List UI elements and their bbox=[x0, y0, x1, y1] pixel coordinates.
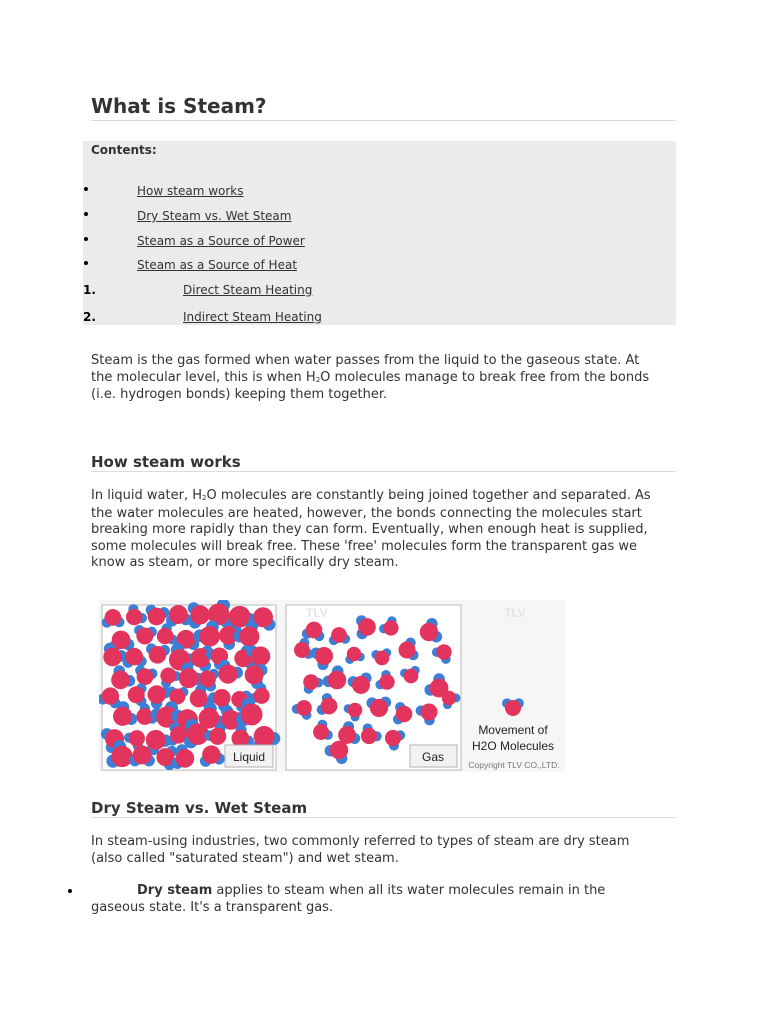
section1-text-part2: O molecules are constantly being joined together and separated. As the water molecules are heated, however, the bonds connecting the molecules start breaking more rapidly than they can form. Eventually, when enough heat is supplied, some molecules will break free. These 'free' molecules form the transparent gas we know as steam, or more specifically dry steam. bbox=[91, 488, 651, 570]
oxygen-atom bbox=[442, 691, 456, 705]
liquid-label: Liquid bbox=[232, 750, 266, 764]
oxygen-atom bbox=[125, 648, 143, 666]
oxygen-atom bbox=[146, 730, 166, 750]
oxygen-atom bbox=[294, 642, 310, 658]
oxygen-atom bbox=[128, 686, 145, 703]
oxygen-atom bbox=[160, 668, 176, 684]
oxygen-atom bbox=[103, 648, 122, 667]
page-title: What is Steam? bbox=[91, 94, 267, 118]
legend-watermark: TLV bbox=[504, 606, 526, 620]
oxygen-atom bbox=[133, 746, 152, 765]
oxygen-atom bbox=[190, 605, 209, 624]
oxygen-atom bbox=[328, 671, 347, 690]
intro-text-part1: Steam is the gas formed when water passes from the liquid to the gaseous state. At the molecular level, this is when H bbox=[91, 353, 640, 385]
gas-label: Gas bbox=[421, 750, 445, 764]
oxygen-atom bbox=[113, 707, 132, 726]
toc-bullet bbox=[84, 212, 88, 216]
toc-item bbox=[0, 184, 700, 202]
toc-bullet bbox=[84, 261, 88, 265]
oxygen-atom bbox=[209, 728, 226, 745]
oxygen-atom bbox=[136, 628, 153, 645]
toc-number: 1. bbox=[83, 283, 96, 297]
title-divider bbox=[91, 120, 676, 121]
oxygen-atom bbox=[505, 700, 521, 716]
oxygen-atom bbox=[321, 698, 338, 715]
legend-line2: H2O Molecules bbox=[471, 739, 555, 753]
oxygen-atom bbox=[169, 605, 188, 624]
oxygen-atom bbox=[202, 745, 220, 763]
oxygen-atom bbox=[347, 647, 361, 661]
dry-steam-term: Dry steam bbox=[137, 883, 213, 898]
oxygen-atom bbox=[404, 669, 419, 684]
oxygen-atom bbox=[303, 674, 319, 690]
section1-subscript: 2 bbox=[202, 494, 207, 502]
section-divider bbox=[91, 471, 676, 472]
toc-item bbox=[0, 258, 700, 276]
legend-line1: Movement of bbox=[478, 723, 548, 737]
oxygen-atom bbox=[352, 676, 370, 694]
oxygen-atom bbox=[239, 626, 259, 646]
toc-bullet bbox=[84, 237, 88, 241]
contents-label: Contents: bbox=[91, 143, 157, 157]
steam-molecules-figure bbox=[99, 600, 565, 772]
dry-steam-description: applies to steam when all its water molecules remain in the gaseous state. It's a transparent gas. bbox=[91, 883, 606, 915]
toc-number: 2. bbox=[83, 310, 96, 324]
oxygen-atom bbox=[149, 646, 167, 664]
oxygen-atom bbox=[126, 609, 142, 625]
oxygen-atom bbox=[137, 668, 154, 685]
oxygen-atom bbox=[358, 618, 376, 636]
section-divider bbox=[91, 817, 676, 818]
oxygen-atom bbox=[385, 730, 401, 746]
dry-wet-paragraph: In steam-using industries, two commonly referred to types of steam are dry steam (also called "saturated steam") and wet steam. bbox=[91, 834, 630, 866]
oxygen-atom bbox=[436, 644, 451, 659]
toc-link[interactable]: Direct Steam Heating bbox=[183, 283, 313, 297]
oxygen-atom bbox=[190, 689, 208, 707]
oxygen-atom bbox=[399, 642, 416, 659]
oxygen-atom bbox=[241, 704, 263, 726]
oxygen-atom bbox=[176, 749, 195, 768]
oxygen-atom bbox=[330, 741, 348, 759]
toc-link[interactable]: How steam works bbox=[137, 184, 244, 198]
oxygen-atom bbox=[420, 623, 438, 641]
oxygen-atom bbox=[245, 665, 264, 684]
oxygen-atom bbox=[379, 674, 394, 689]
oxygen-atom bbox=[254, 726, 275, 747]
oxygen-atom bbox=[306, 622, 323, 639]
oxygen-atom bbox=[179, 668, 199, 688]
bullet-dot bbox=[68, 889, 72, 893]
toc-link[interactable]: Dry Steam vs. Wet Steam bbox=[137, 209, 292, 223]
oxygen-atom bbox=[254, 688, 270, 704]
oxygen-atom bbox=[296, 700, 312, 716]
oxygen-atom bbox=[396, 706, 413, 723]
oxygen-atom bbox=[370, 699, 388, 717]
intro-text-part2: O molecules manage to break free from the bonds (i.e. hydrogen bonds) keeping them together. bbox=[91, 369, 650, 402]
toc-link[interactable]: Indirect Steam Heating bbox=[183, 310, 322, 324]
toc-link[interactable]: Steam as a Source of Power bbox=[137, 234, 305, 248]
toc-bullet bbox=[84, 187, 88, 191]
oxygen-atom bbox=[315, 647, 333, 665]
toc-item bbox=[0, 283, 700, 301]
oxygen-atom bbox=[105, 609, 122, 626]
oxygen-atom bbox=[383, 620, 398, 635]
gas-panel-watermark: TLV bbox=[306, 606, 328, 620]
oxygen-atom bbox=[348, 703, 363, 718]
oxygen-atom bbox=[148, 608, 166, 626]
toc-item bbox=[0, 310, 700, 328]
oxygen-atom bbox=[102, 687, 119, 704]
oxygen-atom bbox=[199, 626, 220, 647]
oxygen-atom bbox=[111, 746, 132, 767]
oxygen-atom bbox=[361, 728, 377, 744]
section-heading-dry-vs-wet: Dry Steam vs. Wet Steam bbox=[91, 799, 308, 817]
toc-item bbox=[0, 234, 700, 252]
oxygen-atom bbox=[313, 724, 329, 740]
toc-link[interactable]: Steam as a Source of Heat bbox=[137, 258, 298, 272]
toc-item bbox=[0, 209, 700, 227]
oxygen-atom bbox=[136, 708, 153, 725]
intro-subscript: 2 bbox=[315, 375, 321, 384]
dry-steam-bullet-text bbox=[91, 883, 656, 916]
oxygen-atom bbox=[111, 671, 130, 690]
oxygen-atom bbox=[218, 664, 237, 683]
oxygen-atom bbox=[420, 703, 437, 720]
how-steam-works-paragraph bbox=[91, 488, 656, 572]
oxygen-atom bbox=[375, 651, 390, 666]
oxygen-atom bbox=[147, 685, 165, 703]
figure-copyright: Copyright TLV CO.,LTD. bbox=[468, 760, 560, 770]
section-heading-how-steam-works: How steam works bbox=[91, 453, 241, 471]
oxygen-atom bbox=[331, 627, 347, 643]
intro-paragraph bbox=[91, 353, 656, 404]
oxygen-atom bbox=[157, 628, 173, 644]
section1-text-part1: In liquid water, H bbox=[91, 488, 202, 503]
oxygen-atom bbox=[129, 730, 145, 746]
oxygen-atom bbox=[213, 689, 231, 707]
oxygen-atom bbox=[251, 646, 271, 666]
